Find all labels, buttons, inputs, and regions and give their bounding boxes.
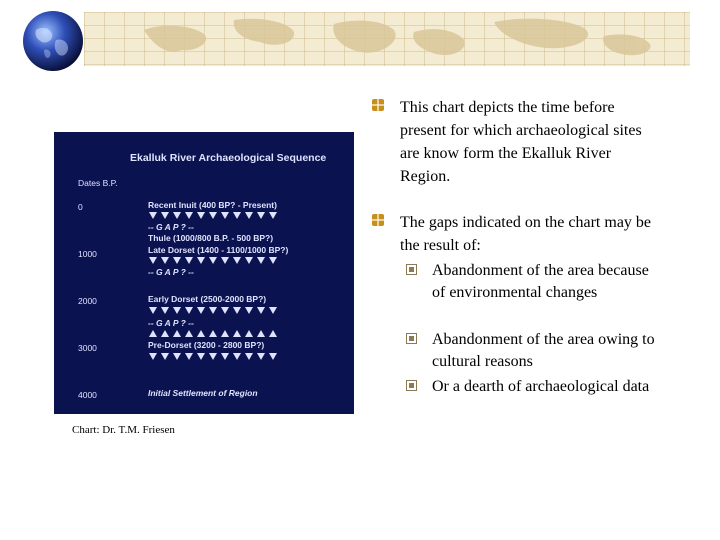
bullet-icon [372,214,384,226]
map-landmass-graphic [84,12,690,66]
down-triangle-row [149,257,279,265]
bullet-icon [372,99,384,111]
chart-initial-settlement-label: Initial Settlement of Region [148,388,258,398]
sub-bullet-text: Abandonment of the area owing to cultural reasons [432,331,655,370]
chart-gap-label: -- G A P ? -- [148,222,194,232]
sub-bullet-text: Abandonment of the area because of environmental changes [432,262,649,301]
chart-tick-label: 4000 [78,390,97,400]
down-triangle-row [149,307,279,315]
bullet-text: The gaps indicated on the chart may be the result of: [400,214,652,254]
chart-tick-label: 3000 [78,343,97,353]
archaeological-sequence-chart-image [54,132,354,414]
chart-tick-label: 0 [78,202,83,212]
sub-bullet-icon [406,380,417,391]
down-triangle-row [149,212,279,220]
chart-tick-label: 1000 [78,249,97,259]
sub-bullet-text: Or a dearth of archaeological data [432,378,650,395]
down-triangle-row [149,353,279,361]
chart-y-axis-label: Dates B.P. [78,178,118,188]
up-triangle-row [149,330,279,338]
sub-bullet-icon [406,264,417,275]
chart-gap-label: -- G A P ? -- [148,318,194,328]
bullet-text: This chart depicts the time before present for which archaeological sites are know form the Ekalluk River Region. [400,99,642,185]
globe-icon [22,10,84,72]
sub-bullet-icon [406,333,417,344]
chart-tick-label: 2000 [78,296,97,306]
chart-gap-label: -- G A P ? -- [148,267,194,277]
chart-period-label: Recent Inuit (400 BP? - Present) [148,200,277,210]
chart-credit: Chart: Dr. T.M. Friesen [72,424,175,436]
world-map-banner [84,12,690,66]
chart-title: Ekalluk River Archaeological Sequence [130,152,327,164]
chart-period-label: Late Dorset (1400 - 1100/1000 BP?) [148,245,289,255]
chart-period-label: Pre-Dorset (3200 - 2800 BP?) [148,340,265,350]
chart-period-label: Thule (1000/800 B.P. - 500 BP?) [148,233,274,243]
chart-period-label: Early Dorset (2500-2000 BP?) [148,294,267,304]
